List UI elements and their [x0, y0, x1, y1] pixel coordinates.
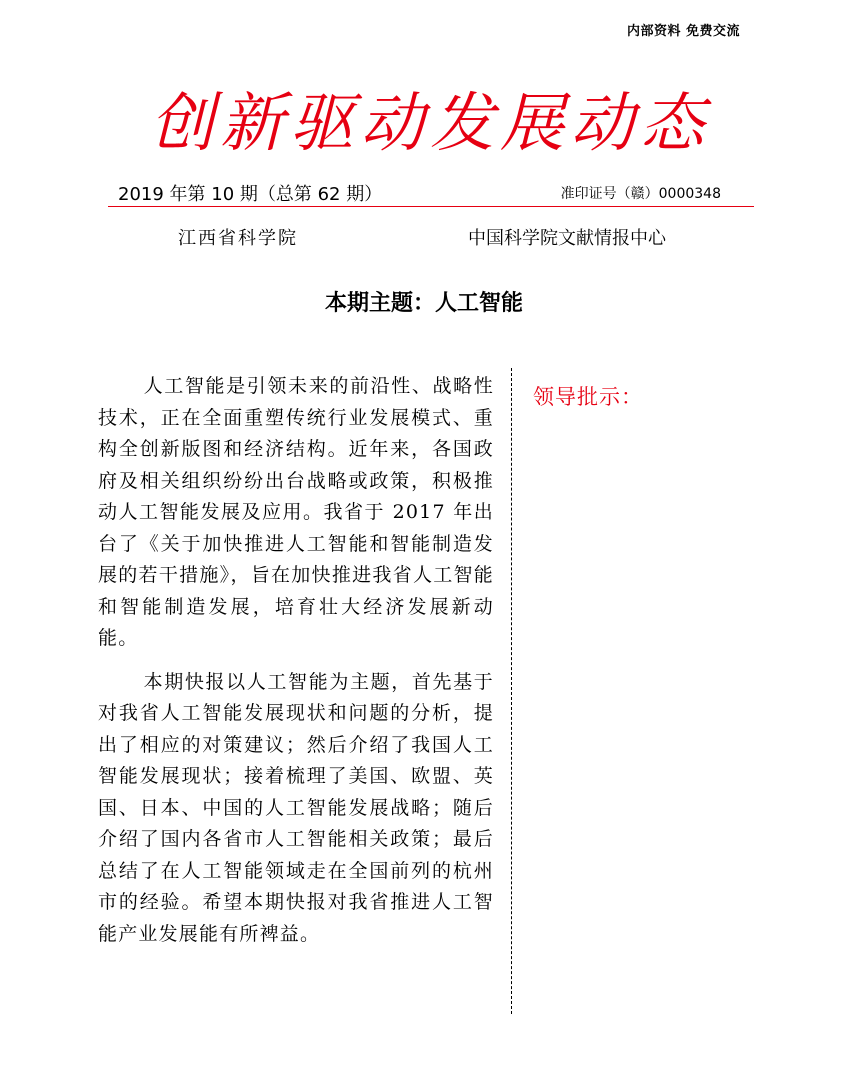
leader-approval-label: 领导批示：: [533, 385, 643, 409]
body-text: [98, 371, 494, 962]
body-paragraph: 人工智能是引领未来的前沿性、战略性技术，正在全面重塑传统行业发展模式、重构全创新版图和经济结构。近年来，各国政府及相关组织纷纷出台战略或政策，积极推动人工智能发展及应用。我省于 2017 年出台了《关于加快推进人工智能和智能制造发展的若干措施》，旨在加快推进我省人工智能和智能制造发展，培育壮大经济发展新动能。: [98, 375, 494, 649]
header-divider: [108, 206, 754, 207]
column-divider: [511, 368, 512, 1014]
issue-theme: 本期主题：人工智能: [324, 291, 523, 316]
body-paragraph: 本期快报以人工智能为主题，首先基于对我省人工智能发展现状和问题的分析，提出了相应的对策建议；然后介绍了我国人工智能发展现状；接着梳理了美国、欧盟、英国、日本、中国的人工智能发展战略；随后介绍了国内各省市人工智能相关政策；最后总结了在人工智能领域走在全国前列的杭州市的经验。希望本期快报对我省推进人工智能产业发展能有所裨益。: [98, 670, 494, 945]
masthead-title: 创新驱动发展动态: [150, 87, 710, 161]
issue-number: 2019 年第 10 期（总第 62 期）: [118, 184, 383, 205]
publisher-right: 中国科学院文献情报中心: [468, 228, 666, 249]
distribution-note: 内部资料 免费交流: [626, 24, 740, 39]
permit-number: 准印证号（赣）0000348: [560, 186, 721, 202]
publisher-left: 江西省科学院: [178, 228, 298, 249]
